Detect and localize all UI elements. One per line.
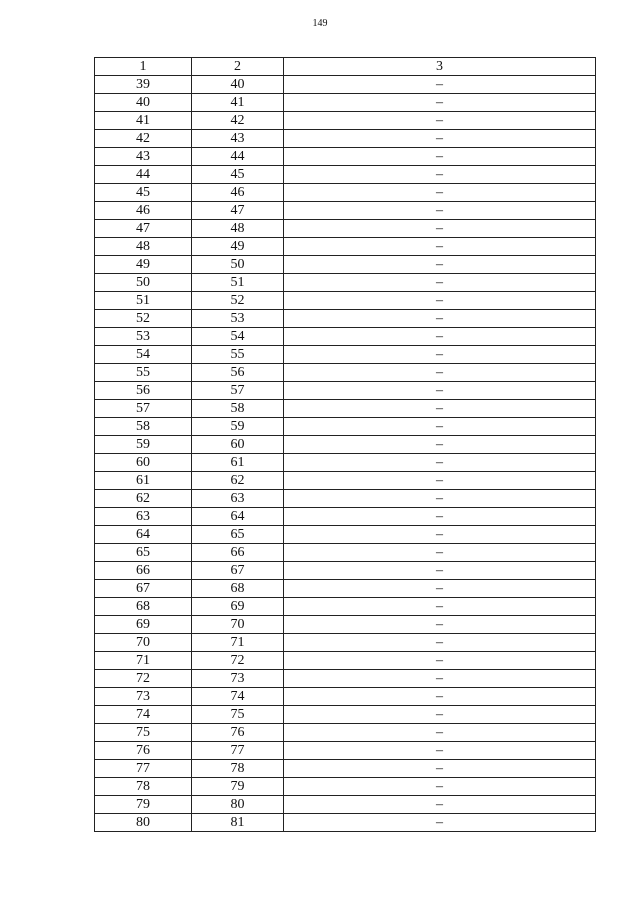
table-cell-col3: –: [284, 418, 596, 436]
table-cell-col1: 64: [95, 526, 192, 544]
table-row: [95, 310, 596, 328]
table-cell-col3: –: [284, 112, 596, 130]
table-cell-col2: 63: [192, 490, 284, 508]
table-cell-col2: 52: [192, 292, 284, 310]
table-cell-col3: –: [284, 166, 596, 184]
table-cell-col3: –: [284, 184, 596, 202]
table-cell-col2: 68: [192, 580, 284, 598]
table-cell-col1: 51: [95, 292, 192, 310]
table-cell-col2: 72: [192, 652, 284, 670]
table-row: [95, 148, 596, 166]
table-cell-col2: 81: [192, 814, 284, 832]
table-row: [95, 508, 596, 526]
table-cell-col2: 60: [192, 436, 284, 454]
table-cell-col3: –: [284, 616, 596, 634]
table-cell-col1: 73: [95, 688, 192, 706]
table-row: [95, 418, 596, 436]
table-row: [95, 598, 596, 616]
table-row: [95, 328, 596, 346]
column-header-3: 3: [284, 58, 596, 76]
table-cell-col2: 57: [192, 382, 284, 400]
table-cell-col3: –: [284, 238, 596, 256]
column-header-1: 1: [95, 58, 192, 76]
table-row: [95, 112, 596, 130]
table-row: [95, 652, 596, 670]
table-cell-col1: 78: [95, 778, 192, 796]
table-row: [95, 616, 596, 634]
table-cell-col3: –: [284, 94, 596, 112]
table-cell-col3: –: [284, 490, 596, 508]
table-cell-col1: 39: [95, 76, 192, 94]
table-cell-col2: 45: [192, 166, 284, 184]
table-cell-col2: 77: [192, 742, 284, 760]
table-cell-col1: 49: [95, 256, 192, 274]
table-cell-col1: 77: [95, 760, 192, 778]
table-cell-col1: 79: [95, 796, 192, 814]
table-row: [95, 724, 596, 742]
table-cell-col1: 58: [95, 418, 192, 436]
table-row: [95, 562, 596, 580]
table-row: [95, 364, 596, 382]
table-cell-col1: 74: [95, 706, 192, 724]
table-row: [95, 778, 596, 796]
table-cell-col2: 55: [192, 346, 284, 364]
table-cell-col2: 51: [192, 274, 284, 292]
table-cell-col3: –: [284, 274, 596, 292]
page-number: 149: [312, 18, 328, 29]
table-cell-col2: 74: [192, 688, 284, 706]
table-cell-col3: –: [284, 688, 596, 706]
table-row: [95, 76, 596, 94]
table-cell-col2: 50: [192, 256, 284, 274]
table-cell-col2: 48: [192, 220, 284, 238]
table-cell-col3: –: [284, 760, 596, 778]
table-cell-col2: 59: [192, 418, 284, 436]
table-cell-col1: 45: [95, 184, 192, 202]
table-row: [95, 400, 596, 418]
data-table: [94, 57, 596, 832]
table-row: [95, 274, 596, 292]
table-row: [95, 814, 596, 832]
table-cell-col1: 56: [95, 382, 192, 400]
table-cell-col3: –: [284, 778, 596, 796]
table-cell-col2: 56: [192, 364, 284, 382]
table-row: [95, 544, 596, 562]
table-cell-col3: –: [284, 76, 596, 94]
table-cell-col1: 44: [95, 166, 192, 184]
table-cell-col2: 41: [192, 94, 284, 112]
table-cell-col1: 57: [95, 400, 192, 418]
table-cell-col2: 49: [192, 238, 284, 256]
table-cell-col3: –: [284, 382, 596, 400]
table-cell-col3: –: [284, 148, 596, 166]
table-cell-col3: –: [284, 310, 596, 328]
table-cell-col3: –: [284, 256, 596, 274]
table-cell-col2: 66: [192, 544, 284, 562]
table-cell-col2: 40: [192, 76, 284, 94]
table-row: [95, 760, 596, 778]
table-row: [95, 526, 596, 544]
table-cell-col3: –: [284, 814, 596, 832]
table-cell-col3: –: [284, 670, 596, 688]
table-cell-col1: 63: [95, 508, 192, 526]
table-cell-col2: 71: [192, 634, 284, 652]
table-cell-col1: 67: [95, 580, 192, 598]
table-cell-col2: 75: [192, 706, 284, 724]
table-row: [95, 130, 596, 148]
table-cell-col3: –: [284, 634, 596, 652]
table-cell-col2: 42: [192, 112, 284, 130]
table-cell-col2: 78: [192, 760, 284, 778]
table-cell-col1: 61: [95, 472, 192, 490]
table-row: [95, 202, 596, 220]
table-cell-col3: –: [284, 400, 596, 418]
table-cell-col2: 46: [192, 184, 284, 202]
table-cell-col2: 62: [192, 472, 284, 490]
table-row: [95, 796, 596, 814]
table-body: [95, 76, 596, 832]
table-row: [95, 220, 596, 238]
table-cell-col1: 65: [95, 544, 192, 562]
table-cell-col3: –: [284, 292, 596, 310]
table-row: [95, 490, 596, 508]
table-cell-col2: 80: [192, 796, 284, 814]
table-cell-col1: 80: [95, 814, 192, 832]
table-row: [95, 742, 596, 760]
table-row: [95, 688, 596, 706]
table-cell-col3: –: [284, 724, 596, 742]
table-cell-col1: 66: [95, 562, 192, 580]
table-row: [95, 94, 596, 112]
table-cell-col1: 42: [95, 130, 192, 148]
column-header-2: 2: [192, 58, 284, 76]
table-cell-col2: 53: [192, 310, 284, 328]
table-cell-col1: 72: [95, 670, 192, 688]
table-row: [95, 634, 596, 652]
table-cell-col1: 53: [95, 328, 192, 346]
table-cell-col2: 76: [192, 724, 284, 742]
table-cell-col1: 46: [95, 202, 192, 220]
table-cell-col3: –: [284, 472, 596, 490]
table-cell-col2: 79: [192, 778, 284, 796]
table-cell-col3: –: [284, 328, 596, 346]
table-cell-col2: 73: [192, 670, 284, 688]
table-cell-col2: 65: [192, 526, 284, 544]
table-cell-col3: –: [284, 436, 596, 454]
table-cell-col3: –: [284, 652, 596, 670]
table-cell-col2: 61: [192, 454, 284, 472]
table-cell-col1: 48: [95, 238, 192, 256]
table-cell-col1: 40: [95, 94, 192, 112]
table-cell-col3: –: [284, 796, 596, 814]
table-cell-col2: 67: [192, 562, 284, 580]
table-cell-col2: 70: [192, 616, 284, 634]
table-cell-col1: 70: [95, 634, 192, 652]
table-cell-col1: 47: [95, 220, 192, 238]
table-cell-col2: 58: [192, 400, 284, 418]
table-cell-col3: –: [284, 508, 596, 526]
table-cell-col1: 55: [95, 364, 192, 382]
table-row: [95, 166, 596, 184]
table-row: [95, 706, 596, 724]
table-header-row: [95, 58, 596, 76]
table-row: [95, 184, 596, 202]
table-cell-col2: 47: [192, 202, 284, 220]
table-cell-col1: 59: [95, 436, 192, 454]
table-cell-col1: 69: [95, 616, 192, 634]
table-row: [95, 292, 596, 310]
table-cell-col1: 43: [95, 148, 192, 166]
table-cell-col3: –: [284, 346, 596, 364]
table-row: [95, 436, 596, 454]
table-cell-col1: 62: [95, 490, 192, 508]
table-row: [95, 238, 596, 256]
table-cell-col1: 71: [95, 652, 192, 670]
table-cell-col1: 76: [95, 742, 192, 760]
table-cell-col1: 75: [95, 724, 192, 742]
table-cell-col2: 64: [192, 508, 284, 526]
table-cell-col2: 69: [192, 598, 284, 616]
table-row: [95, 454, 596, 472]
table-row: [95, 256, 596, 274]
table-row: [95, 346, 596, 364]
table-cell-col1: 68: [95, 598, 192, 616]
table-row: [95, 580, 596, 598]
table-row: [95, 472, 596, 490]
table-cell-col3: –: [284, 364, 596, 382]
table-cell-col3: –: [284, 562, 596, 580]
table-cell-col3: –: [284, 202, 596, 220]
table-cell-col3: –: [284, 454, 596, 472]
table-cell-col1: 54: [95, 346, 192, 364]
table-cell-col1: 50: [95, 274, 192, 292]
table-cell-col3: –: [284, 580, 596, 598]
table-cell-col3: –: [284, 742, 596, 760]
table-cell-col3: –: [284, 526, 596, 544]
table-row: [95, 670, 596, 688]
table-cell-col2: 43: [192, 130, 284, 148]
table-cell-col1: 52: [95, 310, 192, 328]
table-cell-col2: 54: [192, 328, 284, 346]
table-cell-col3: –: [284, 544, 596, 562]
table-cell-col3: –: [284, 706, 596, 724]
table-cell-col2: 44: [192, 148, 284, 166]
table-cell-col3: –: [284, 598, 596, 616]
table-cell-col1: 41: [95, 112, 192, 130]
table-cell-col3: –: [284, 220, 596, 238]
table-row: [95, 382, 596, 400]
table-cell-col1: 60: [95, 454, 192, 472]
table-cell-col3: –: [284, 130, 596, 148]
